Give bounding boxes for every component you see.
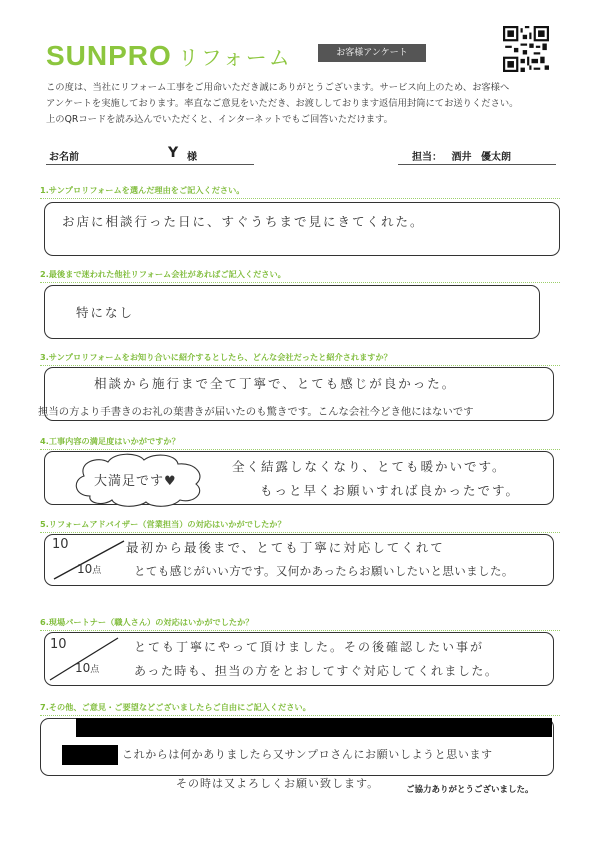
qr-code-icon [503, 26, 549, 72]
brand-logo [46, 40, 292, 72]
customer-name-suffix: 様 [187, 152, 197, 163]
answer-line: 担当の方より手書きのお礼の葉書きが届いたのも驚きです。こんな会社今どき他にはないです [38, 406, 474, 418]
redaction-bar [76, 718, 552, 737]
question-title: 2.最後まで迷われた他社リフォーム会社があればご記入ください。 [40, 269, 560, 283]
question-title: 1.サンプロリフォームを選んだ理由をご記入ください。 [40, 185, 560, 199]
score-value [77, 562, 101, 576]
question-title: 5.リフォームアドバイザー（営業担当）の対応はいかがでしたか？ [40, 519, 560, 533]
answer-line: とても感じがいい方です。又何かあったらお願いしたいと思いました。 [134, 564, 514, 578]
question-title: 4.工事内容の満足度はいかがですか？ [40, 436, 560, 450]
customer-name-label: お名前 [49, 152, 79, 163]
answer-line: これからは何かありましたら又サンプロさんにお願いしようと思います [122, 748, 493, 761]
intro-line: アンケートを実施しております。率直なご意見をいただき、お渡ししております返信用封筒にてお送りください。 [46, 98, 519, 109]
answer-line: 特になし [76, 305, 135, 320]
score-value [75, 661, 99, 675]
bubble-text: 大満足です♥ [94, 474, 177, 489]
intro-text [46, 80, 556, 128]
brand-subtitle: リフォーム [177, 47, 292, 70]
answer-line: とても丁寧にやって頂けました。その後確認したい事が [134, 640, 485, 654]
answer-line: もっと早くお願いすれば良かったです。 [260, 483, 521, 498]
score-max: 10 [50, 637, 67, 652]
intro-line: この度は、当社にリフォーム工事をご用命いただき誠にありがとうございます。サービス向上のため、お客様へ [46, 82, 510, 93]
staff-name: 担当： 酒井 優太朗 [412, 152, 511, 163]
staff-row [398, 144, 556, 165]
answer-line: あった時も、担当の方をとおしてすぐ対応してくれました。 [134, 664, 499, 678]
customer-name-value: Y [168, 145, 179, 161]
answer-line: その時は又よろしくお願い致します。 [176, 777, 380, 790]
answer-line: 最初から最後まで、とても丁寧に対応してくれて [126, 540, 445, 555]
score-unit: 点 [92, 566, 102, 576]
answer-line: 相談から施行まで全て丁寧で、とても感じが良かった。 [94, 376, 457, 391]
score-number: 10 [77, 562, 93, 576]
survey-badge: お客様アンケート [318, 44, 426, 62]
answer-line: お店に相談行った日に、すぐうちまで見にきてくれた。 [62, 214, 425, 229]
thanks-text: ご協力ありがとうございました。 [406, 785, 534, 795]
score-number: 10 [75, 661, 91, 675]
question-title: 7.その他、ご意見・ご要望などございましたらご自由にご記入ください。 [40, 702, 560, 716]
customer-name-row [46, 144, 254, 165]
redaction-bar [62, 745, 118, 765]
answer-line: 全く結露しなくなり、とても暖かいです。 [232, 459, 507, 474]
brand-name: SUNPRO [46, 40, 172, 71]
score-max: 10 [52, 537, 69, 552]
question-title: 3.サンプロリフォームをお知り合いに紹介するとしたら、どんな会社だったと紹介されますか？ [40, 352, 560, 366]
score-unit: 点 [90, 665, 100, 675]
question-title: 6.現場パートナー（職人さん）の対応はいかがでしたか？ [40, 617, 560, 631]
intro-line: 上のQRコードを読み込んでいただくと、インターネットでもご回答いただけます。 [46, 114, 393, 125]
